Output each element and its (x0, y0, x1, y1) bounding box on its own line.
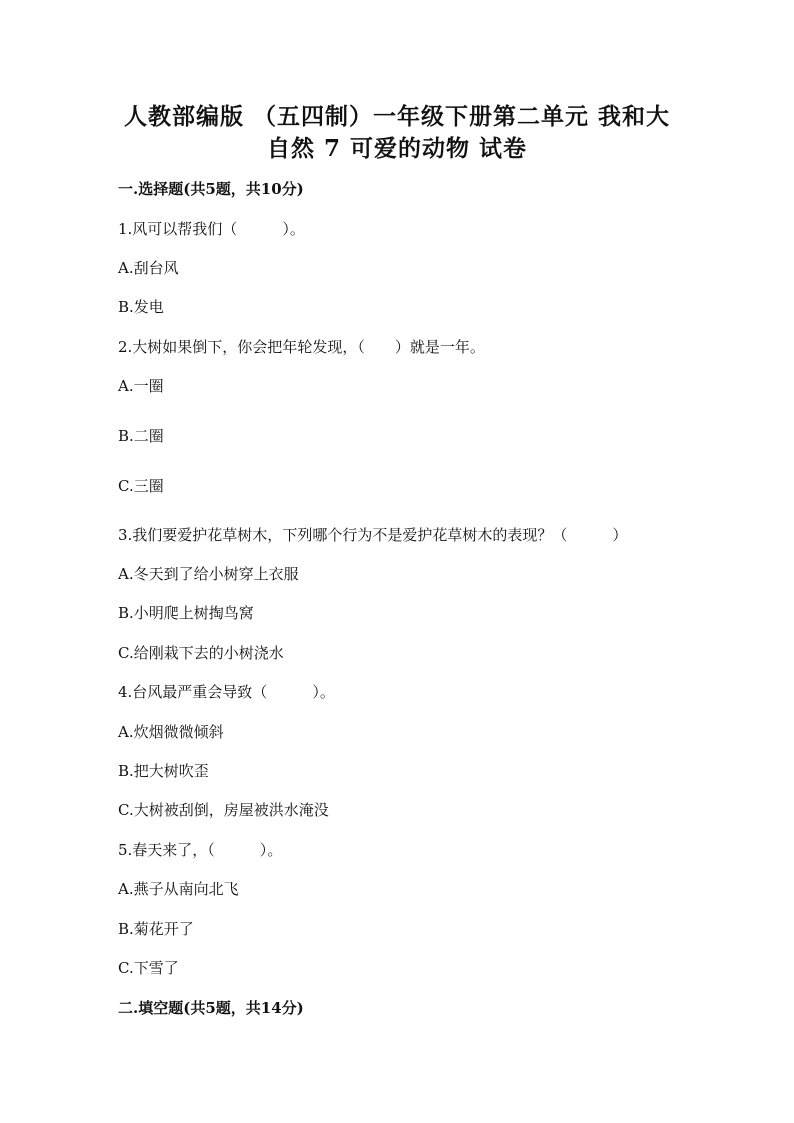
question-3-stem: 3.我们要爱护花草树木，下列哪个行为不是爱护花草树木的表现？（ ） (118, 526, 628, 544)
question-2-stem: 2.大树如果倒下，你会把年轮发现，（ ）就是一年。 (118, 338, 485, 356)
question-1-option-a: A.刮台风 (118, 259, 179, 277)
document-title-line-1: 人教部编版 （五四制）一年级下册第二单元 我和大 (123, 103, 670, 130)
question-3-option-a: A.冬天到了给小树穿上衣服 (118, 565, 299, 583)
question-5-stem: 5.春天来了，（ ）。 (118, 841, 283, 859)
question-5-option-a: A.燕子从南向北飞 (118, 880, 239, 898)
question-4-option-b: B.把大树吹歪 (118, 762, 209, 780)
question-4-option-c: C.大树被刮倒，房屋被洪水淹没 (118, 801, 329, 819)
question-2-option-a: A.一圈 (118, 377, 164, 395)
question-2-option-c: C.三圈 (118, 477, 164, 495)
section-heading-choice: 一.选择题(共5题，共10分) (118, 180, 304, 198)
question-5-option-b: B.菊花开了 (118, 920, 194, 938)
question-5-option-c: C.下雪了 (118, 959, 179, 977)
question-1-stem: 1.风可以帮我们（ ）。 (118, 220, 305, 238)
question-4-option-a: A.炊烟微微倾斜 (118, 723, 224, 741)
question-3-option-c: C.给刚栽下去的小树浇水 (118, 644, 284, 662)
question-1-option-b: B.发电 (118, 298, 164, 316)
question-3-option-b: B.小明爬上树掏鸟窝 (118, 604, 254, 622)
section-heading-fill-blank: 二.填空题(共5题，共14分) (118, 999, 304, 1017)
document-title-line-2: 自然 7 可爱的动物 试卷 (266, 135, 528, 162)
question-4-stem: 4.台风最严重会导致（ ）。 (118, 683, 335, 701)
question-2-option-b: B.二圈 (118, 427, 164, 445)
